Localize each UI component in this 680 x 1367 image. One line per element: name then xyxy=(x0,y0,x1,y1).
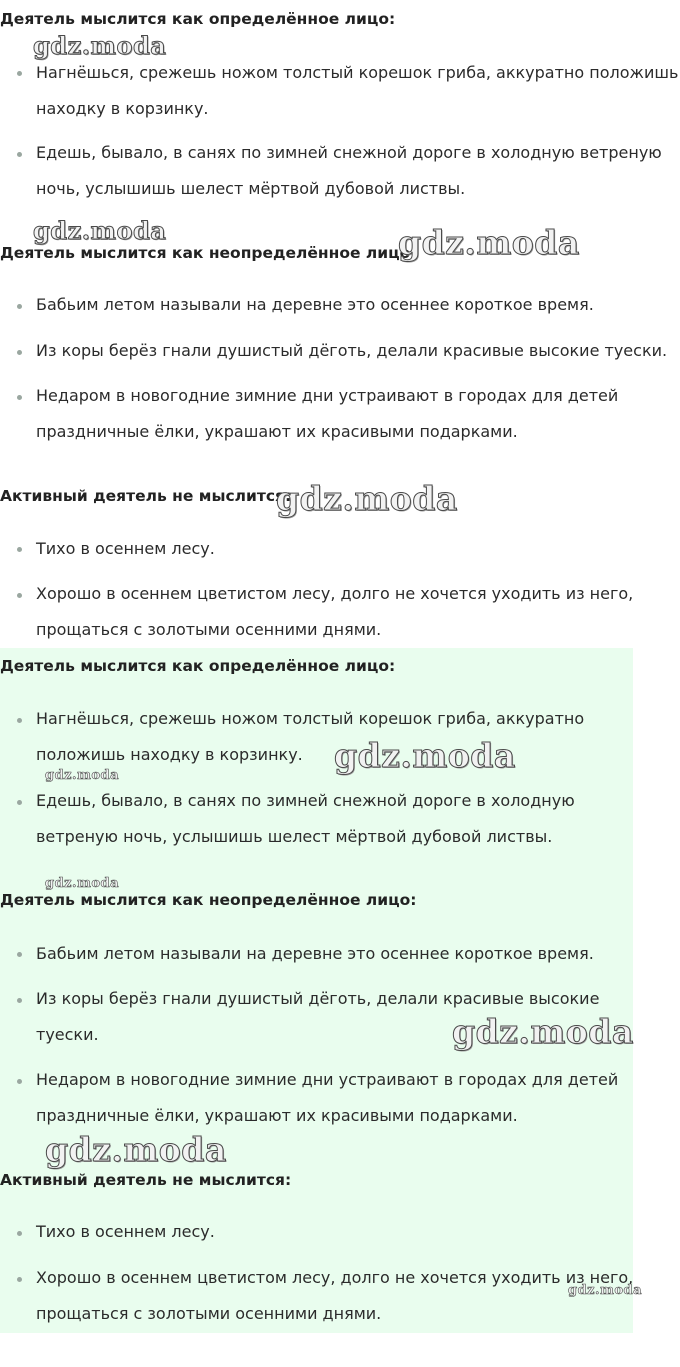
bullet-icon xyxy=(17,718,22,723)
list-item-line: Нагнёшься, срежешь ножом толстый корешок гриба, аккуратно положишь xyxy=(36,63,679,82)
list-item-line: ветреную ночь, услышишь шелест мёртвой дубовой листвы. xyxy=(36,827,553,846)
heading-definite-person: Деятель мыслится как определённое лицо: xyxy=(0,657,396,675)
list-item-line: Недаром в новогодние зимние дни устраивают в городах для детей xyxy=(36,1070,619,1089)
heading-indefinite-person: Деятель мыслится как неопределённое лицо: xyxy=(0,891,417,909)
heading-indefinite-person: Деятель мыслится как неопределённое лицо: xyxy=(0,244,417,262)
heading-no-actor: Активный деятель не мыслится: xyxy=(0,1171,292,1189)
watermark-logo: gdz.moda xyxy=(33,31,167,60)
list-item-line: Тихо в осеннем лесу. xyxy=(36,539,215,558)
watermark-logo: gdz.moda xyxy=(452,1012,634,1051)
list-item-line: Бабьим летом называли на деревне это осеннее короткое время. xyxy=(36,295,594,314)
list-item-line: Тихо в осеннем лесу. xyxy=(36,1222,215,1241)
list-item-line: праздничные ёлки, украшают их красивыми подарками. xyxy=(36,1106,518,1125)
watermark-logo: gdz.moda xyxy=(45,1130,227,1169)
bullet-icon xyxy=(17,1231,22,1236)
watermark-logo: gdz.moda xyxy=(33,216,167,245)
list-item-line: Бабьим летом называли на деревне это осеннее короткое время. xyxy=(36,944,594,963)
list-item-line: Из коры берёз гнали душистый дёготь, делали красивые высокие туески. xyxy=(36,341,668,360)
list-item-line: Недаром в новогодние зимние дни устраивают в городах для детей xyxy=(36,386,619,405)
bullet-icon xyxy=(17,800,22,805)
bullet-icon xyxy=(17,952,22,957)
list-item-line: прощаться с золотыми осенними днями. xyxy=(36,620,382,639)
watermark-logo: gdz.moda xyxy=(568,1283,643,1298)
watermark-logo: gdz.moda xyxy=(398,223,580,262)
list-item-line: Хорошо в осеннем цветистом лесу, долго не хочется уходить из него, xyxy=(36,584,634,603)
bullet-icon xyxy=(17,1277,22,1282)
bullet-icon xyxy=(17,304,22,309)
bullet-icon xyxy=(17,547,22,552)
bullet-icon xyxy=(17,593,22,598)
list-item-line: праздничные ёлки, украшают их красивыми подарками. xyxy=(36,422,518,441)
watermark-logo: gdz.moda xyxy=(45,876,120,891)
list-item-line: Из коры берёз гнали душистый дёготь, делали красивые высокие xyxy=(36,989,600,1008)
bullet-icon xyxy=(17,998,22,1003)
list-item-line: находку в корзинку. xyxy=(36,99,209,118)
list-item-line: Едешь, бывало, в санях по зимней снежной дороге в холодную ветреную xyxy=(36,143,662,162)
bullet-icon xyxy=(17,1079,22,1084)
list-item-line: Едешь, бывало, в санях по зимней снежной дороге в холодную xyxy=(36,791,575,810)
list-item-line: ночь, услышишь шелест мёртвой дубовой листвы. xyxy=(36,179,466,198)
heading-no-actor: Активный деятель не мыслится: xyxy=(0,487,292,505)
bullet-icon xyxy=(17,71,22,76)
heading-definite-person: Деятель мыслится как определённое лицо: xyxy=(0,10,396,28)
list-item-line: прощаться с золотыми осенними днями. xyxy=(36,1304,382,1323)
watermark-logo: gdz.moda xyxy=(276,479,458,518)
watermark-logo: gdz.moda xyxy=(45,768,120,783)
list-item-line: Хорошо в осеннем цветистом лесу, долго не хочется уходить из него, xyxy=(36,1268,634,1287)
list-item-line: Нагнёшься, срежешь ножом толстый корешок гриба, аккуратно xyxy=(36,709,585,728)
watermark-logo: gdz.moda xyxy=(334,736,516,775)
list-item-line: туески. xyxy=(36,1025,99,1044)
bullet-icon xyxy=(17,395,22,400)
bullet-icon xyxy=(17,152,22,157)
list-item-line: положишь находку в корзинку. xyxy=(36,745,303,764)
bullet-icon xyxy=(17,350,22,355)
